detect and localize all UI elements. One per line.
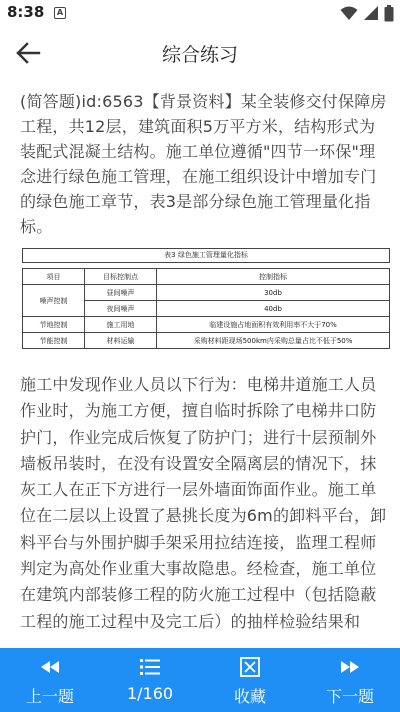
status-bar [0,0,400,28]
table-cell: 夜间噪声 [85,301,157,317]
next-question-label: 下一题 [325,687,374,706]
table-row [23,333,390,349]
favorite-box-icon [240,652,260,682]
table-header: 项目 [23,269,85,285]
question-list-button[interactable] [100,648,200,712]
table-cell: 30db [157,285,390,301]
table-header: 控制指标 [157,269,390,285]
progress-label: 1/160 [126,684,174,703]
table-row [23,317,390,333]
fast-forward-icon [341,652,359,682]
indicator-table [22,248,390,368]
question-content [0,78,400,648]
battery-icon [384,5,394,22]
table-cell: 40db [157,301,390,317]
notification-a-icon: A [54,7,66,19]
table-title: 表3 绿色施工管理量化指标 [22,248,390,263]
prev-question-button[interactable] [0,648,100,712]
status-time: 8:38 [7,3,45,21]
list-icon [140,652,160,682]
table-cell: 昼间噪声 [85,285,157,301]
signal-icon [363,5,379,21]
page-title: 综合练习 [161,44,238,66]
table-cell: 节地控制 [23,317,85,333]
table-header: 目标控制点 [85,269,157,285]
status-icons [340,4,394,22]
table-cell: 噪声控制 [23,285,85,317]
question-body: 施工中发现作业人员以下行为：电梯井道施工人员作业时，为施工方便，擅自临时拆除了电梯井口防护门，作业完成后恢复了防护门；进行十层预制外墙板吊装时，在没有设置安全隔离层的情况下，抹灰工人在正下方进行一层外墙面饰面作业。施工单位在二层以上设置了悬挑长度为6m的卸料平台，卸料平台与外围护脚手架采用拉结连接，监理工程师判定为高处作业重大事故隐患。经检查，施工单位在建筑内部装修工程的防火施工过程中（包括隐蔽工程的施工过程中及完工后）的抽样检验结果和 [20,375,387,631]
rewind-icon [41,652,59,682]
table-header-row [23,269,390,285]
table-row [23,285,390,301]
bottom-nav-bar [0,648,400,712]
app-header [0,28,400,78]
table-cell: 施工用地 [85,317,157,333]
favorite-button[interactable] [200,648,300,712]
table-cell: 材料运输 [85,333,157,349]
wifi-icon [340,5,358,21]
table-cell: 采购材料距现场500km内采购总量占比不低于50% [157,333,390,349]
table [22,268,390,349]
table-cell: 临建设施占地面积有效利用率不大于70% [157,317,390,333]
table-cell: 节能控制 [23,333,85,349]
next-question-button[interactable] [300,648,400,712]
favorite-label: 收藏 [233,687,266,706]
question-intro: (简答题)id:6563【背景资料】某全装修交付保障房工程，共12层，建筑面积5万平方米，结构形式为装配式混凝土结构。施工单位遵循"四节一环保"理念进行绿色施工管理，在施工组织设计中增加专门的绿色施工章节，表3是部分绿色施工管理量化指标。 [20,92,387,236]
prev-question-label: 上一题 [25,687,74,706]
